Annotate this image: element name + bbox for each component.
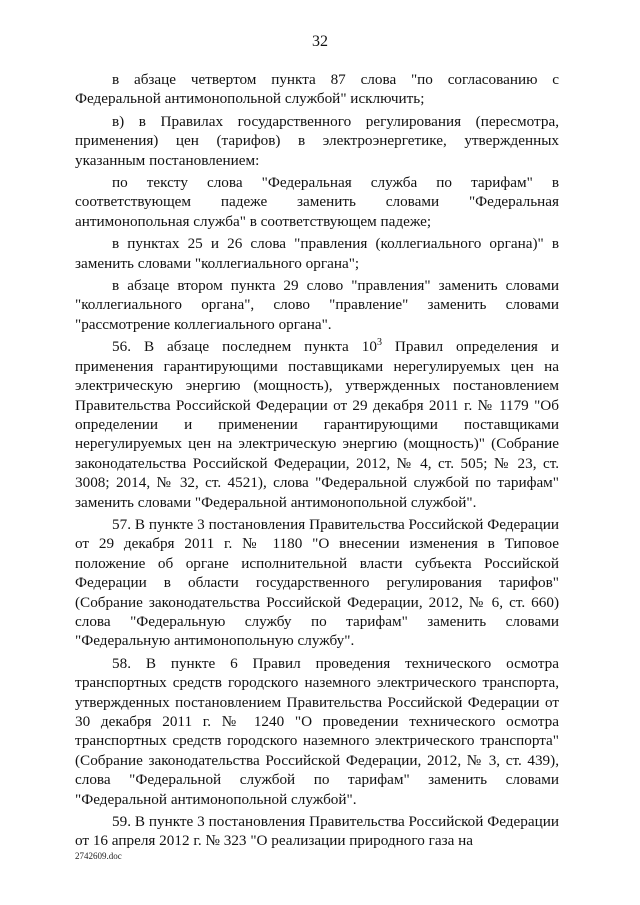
paragraph-item-59: 59. В пункте 3 постановления Правительства Российской Федерации от 16 апреля 2012 г. № 323 "О реализации природного газа на <box>75 813 559 850</box>
paragraph-po-tekstu: по тексту слова "Федеральная служба по тарифам" в соответствующем падеже заменить словами "Федеральная антимонопольная служба" в соответствующем падеже; <box>75 174 559 230</box>
document-file-code: 2742609.doc <box>75 851 122 861</box>
item-56-superscript: 3 <box>376 337 382 349</box>
paragraph-item-56 <box>75 337 559 512</box>
page-number: 32 <box>312 33 328 50</box>
paragraph-punkty-25-26: в пунктах 25 и 26 слова "правления (коллегиального органа)" в заменить словами "коллегиального органа"; <box>75 235 559 272</box>
paragraph-abzac-chetvertyj: в абзаце четвертом пункта 87 слова "по согласованию с Федеральной антимонопольной службой" исключить; <box>75 71 559 108</box>
item-56-text-before: 56. В абзаце последнем пункта 10 <box>112 338 377 356</box>
document-body <box>75 70 559 854</box>
paragraph-item-58: 58. В пункте 6 Правил проведения технического осмотра транспортных средств городского наземного электрического транспорта, утвержденных постановлением Правительства Российской Федерации от 30 декабря 2011 г. № 1240 "О проведении технического осмотра транспортных средств городского наземного электрического транспорта" (Собрание законодательства Российской Федерации, 2012, № 3, ст. 439), слова "Федеральной службой по тарифам" заменить словами "Федеральной антимонопольной службой". <box>75 654 559 808</box>
item-56-text-after: Правил определения и применения гарантирующими поставщиками нерегулируемых цен на электрическую энергию (мощность), утвержденных постановлением Правительства Российской Федерации от 29 декабря 2011 г. № 1179 "Об определении и применении гарантирующими поставщиками нерегулируемых цен на электрическую энергию (мощность)" (Собрание законодательства Российской Федерации, 2012, № 4, ст. 505; № 23, ст. 3008; 2014, № 32, ст. 4521), слова "Федеральной службой по тарифам" заменить словами "Федеральной антимонопольной службой". <box>75 338 560 511</box>
paragraph-item-v-pravila: в) в Правилах государственного регулирования (пересмотра, применения) цен (тарифов) в электроэнергетике, утвержденных указанным постановлением: <box>75 112 559 169</box>
paragraph-item-57: 57. В пункте 3 постановления Правительства Российской Федерации от 29 декабря 2011 г. № 1180 "О внесении изменения в Типовое положение об органе исполнительной власти субъекта Российской Федерации в области государственного регулирования тарифов" (Собрание законодательства Российской Федерации, 2012, № 6, ст. 660) слова "Федеральную службу по тарифам" заменить словами "Федеральную антимонопольную службу". <box>75 515 559 650</box>
paragraph-punkt-29: в абзаце втором пункта 29 слово "правления" заменить словами "коллегиального органа", слово "правление" заменить словами "рассмотрение коллегиального органа". <box>75 277 559 333</box>
